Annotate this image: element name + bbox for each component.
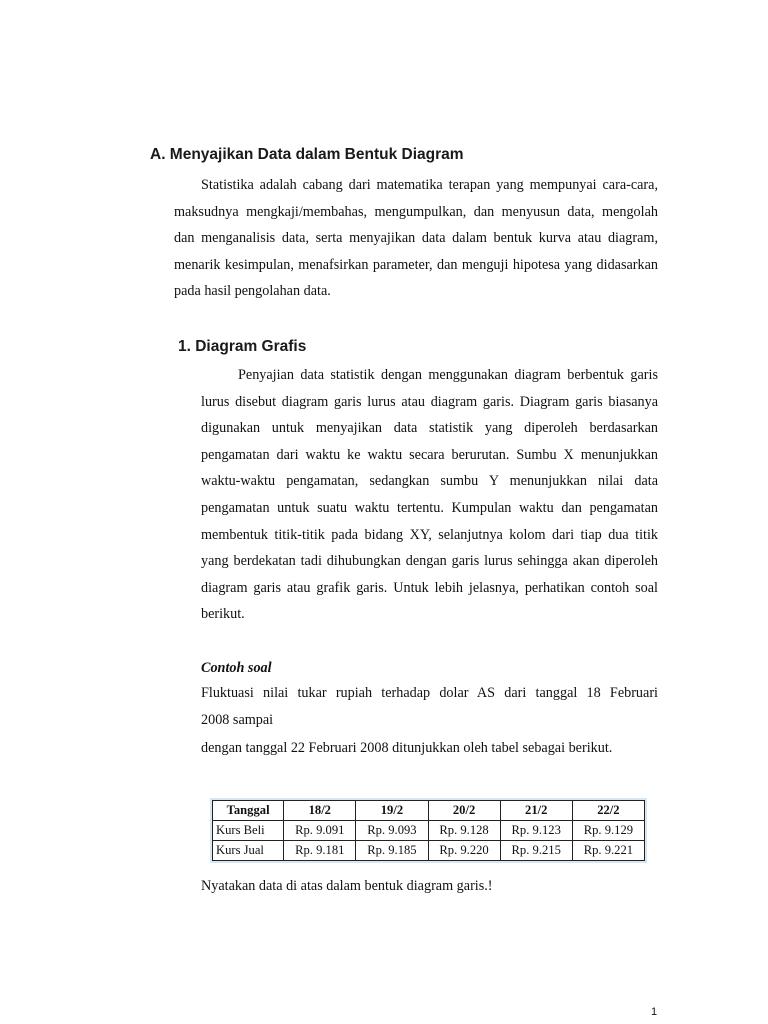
page-number: 1 xyxy=(651,1006,658,1018)
example-line-1: Fluktuasi nilai tukar rupiah terhadap dolar AS dari tanggal 18 Februari xyxy=(201,685,658,701)
subsection-heading: 1. Diagram Grafis xyxy=(178,338,307,355)
table-row xyxy=(213,841,645,861)
table-cell: Rp. 9.123 xyxy=(500,821,572,841)
table-cell: Rp. 9.215 xyxy=(500,841,572,861)
table-cell: Rp. 9.091 xyxy=(284,821,356,841)
table-header-cell: 20/2 xyxy=(428,801,500,821)
subsection-paragraph: Penyajian data statistik dengan menggunakan diagram berbentuk garis lurus disebut diagram garis lurus atau diagram garis. Diagram garis biasanya digunakan untuk menyajikan data statistik yang diperoleh berdasarkan pengamatan dari waktu ke waktu secara berurutan. Sumbu X menunjukkan waktu-waktu pengamatan, sedangkan sumbu Y menunjukkan nilai data pengamatan untuk suatu waktu tertentu. Kumpulan waktu dan pengamatan membentuk titik-titik pada bidang XY, selanjutnya kolom dari tiap dua titik yang berdekatan tadi dihubungkan dengan garis lurus sehingga akan diperoleh diagram garis atau grafik garis. Untuk lebih jelasnya, perhatikan contoh soal berikut. xyxy=(201,367,658,623)
example-title: Contoh soal xyxy=(201,660,272,676)
table-cell: Rp. 9.093 xyxy=(356,821,428,841)
section-paragraph: Statistika adalah cabang dari matematika terapan yang mempunyai cara-cara, maksudnya mengkaji/membahas, mengumpulkan, dan menyusun data, mengolah dan menganalisis data, serta menyajikan data dalam bentuk kurva atau diagram, menarik kesimpulan, menafsirkan parameter, dan menguji hipotesa yang didasarkan pada hasil pengolahan data. xyxy=(174,177,658,300)
example-line-3: dengan tanggal 22 Februari 2008 ditunjukkan oleh tabel sebagai berikut. xyxy=(201,740,613,756)
table-cell: Rp. 9.220 xyxy=(428,841,500,861)
example-instruction: Nyatakan data di atas dalam bentuk diagram garis.! xyxy=(201,878,493,894)
table-cell: Rp. 9.181 xyxy=(284,841,356,861)
table-header-row xyxy=(213,801,645,821)
table-row-label: Kurs Beli xyxy=(213,821,284,841)
table-header-cell: Tanggal xyxy=(213,801,284,821)
table-header-cell: 19/2 xyxy=(356,801,428,821)
table-cell: Rp. 9.128 xyxy=(428,821,500,841)
table-row-label: Kurs Jual xyxy=(213,841,284,861)
table-cell: Rp. 9.129 xyxy=(572,821,644,841)
table-header-cell: 22/2 xyxy=(572,801,644,821)
table-row xyxy=(213,821,645,841)
exchange-rate-table xyxy=(212,800,645,861)
table-header-cell: 18/2 xyxy=(284,801,356,821)
example-line-2: 2008 sampai xyxy=(201,712,274,728)
table-cell: Rp. 9.185 xyxy=(356,841,428,861)
exchange-rate-table-frame xyxy=(210,798,647,863)
table-header-cell: 21/2 xyxy=(500,801,572,821)
table-cell: Rp. 9.221 xyxy=(572,841,644,861)
section-heading: A. Menyajikan Data dalam Bentuk Diagram xyxy=(150,146,464,163)
